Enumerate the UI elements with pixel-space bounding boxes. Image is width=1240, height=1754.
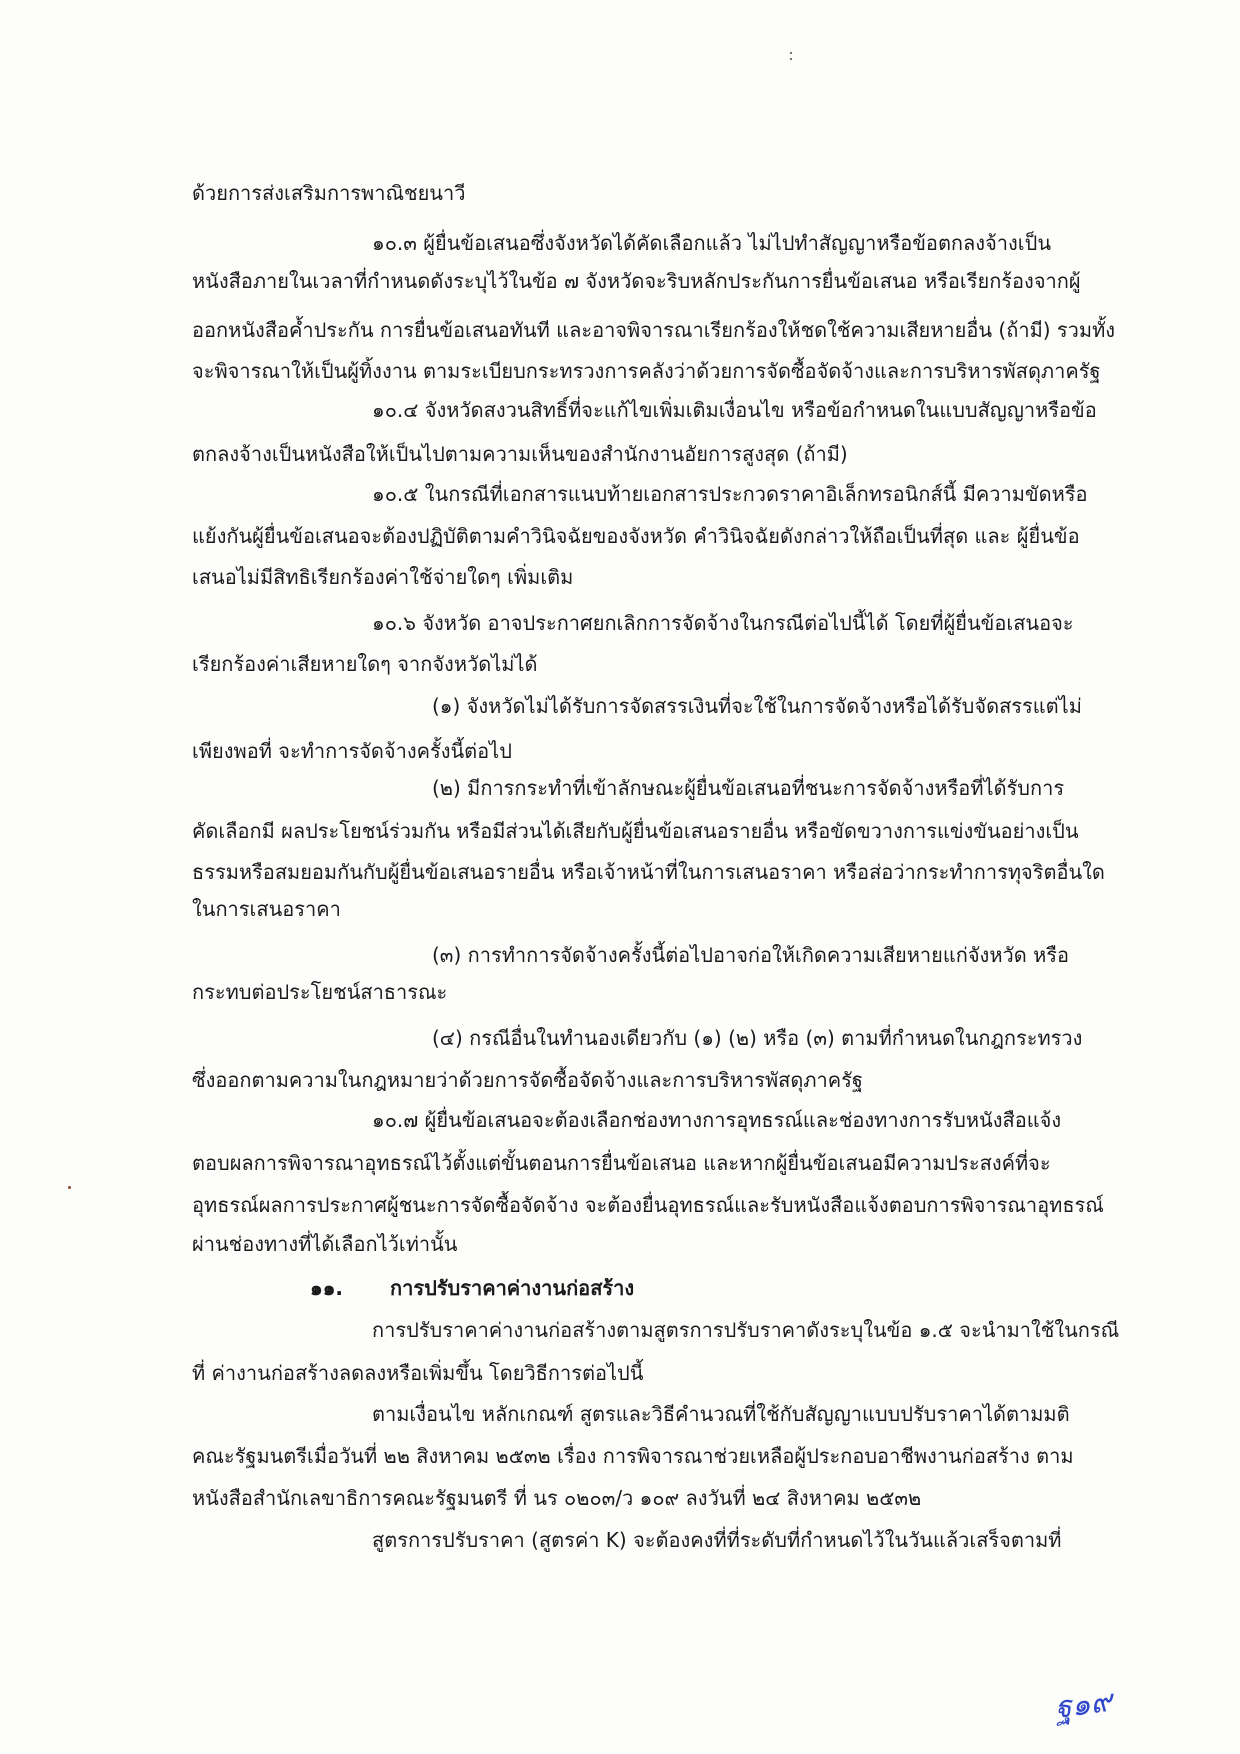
text-line: ซึ่งออกตามความในกฎหมายว่าด้วยการจัดซื้อจัดจ้างและการบริหารพัสดุภาครัฐ [192, 1068, 863, 1092]
item-1: (๑) จังหวัดไม่ได้รับการจัดสรรเงินที่จะใช้ในการจัดจ้างหรือได้รับจัดสรรแต่ไม่ [432, 694, 1082, 718]
handwritten-page-mark [1050, 1670, 1150, 1726]
text-line: หนังสือภายในเวลาที่กำหนดดังระบุไว้ในข้อ ๗ จังหวัดจะริบหลักประกันการยื่นข้อเสนอ หรือเรียกร้องจากผู้ [192, 269, 1081, 293]
text-line: ในการเสนอราคา [192, 897, 341, 921]
text-line: ด้วยการส่งเสริมการพาณิชยนาวี [192, 181, 466, 205]
text-line: เสนอไม่มีสิทธิเรียกร้องค่าใช้จ่ายใดๆ เพิ่มเติม [192, 565, 574, 589]
text-line: สูตรการปรับราคา (สูตรค่า K) จะต้องคงที่ที่ระดับที่กำหนดไว้ในวันแล้วเสร็จตามที่ [372, 1528, 1062, 1552]
text-line: ที่ ค่างานก่อสร้างลดลงหรือเพิ่มขึ้น โดยวิธีการต่อไปนี้ [192, 1361, 644, 1385]
section-title: การปรับราคาค่างานก่อสร้าง [390, 1276, 635, 1300]
item-2: (๒) มีการกระทำที่เข้าลักษณะผู้ยื่นข้อเสนอที่ชนะการจัดจ้างหรือที่ได้รับการ [432, 776, 1065, 800]
text-line: จะพิจารณาให้เป็นผู้ทิ้งงาน ตามระเบียบกระทรวงการคลังว่าด้วยการจัดซื้อจัดจ้างและการบริหารพัสดุภาครัฐ [192, 359, 1101, 383]
page-mark-text: ฐ๑๙ [1052, 1683, 1115, 1726]
text-line: หนังสือสำนักเลขาธิการคณะรัฐมนตรี ที่ นร ๐๒๐๓/ว ๑๐๙ ลงวันที่ ๒๔ สิงหาคม ๒๕๓๒ [192, 1486, 922, 1510]
text-line: ตามเงื่อนไข หลักเกณฑ์ สูตรและวิธีคำนวณที่ใช้กับสัญญาแบบปรับราคาได้ตามมติ [372, 1402, 1070, 1426]
text-line: คัดเลือกมี ผลประโยชน์ร่วมกัน หรือมีส่วนได้เสียกับผู้ยื่นข้อเสนอรายอื่น หรือขัดขวางการแข่งขันอย่างเป็น [192, 819, 1079, 843]
text-line: การปรับราคาค่างานก่อสร้างตามสูตรการปรับราคาดังระบุในข้อ ๑.๕ จะนำมาใช้ในกรณี [372, 1318, 1120, 1342]
clause-10-7: ๑๐.๗ ผู้ยื่นข้อเสนอจะต้องเลือกช่องทางการอุทธรณ์และช่องทางการรับหนังสือแจ้ง [372, 1108, 1062, 1132]
scan-speck [790, 52, 792, 54]
text-line: กระทบต่อประโยชน์สาธารณะ [192, 980, 448, 1004]
clause-10-6: ๑๐.๖ จังหวัด อาจประกาศยกเลิกการจัดจ้างในกรณีต่อไปนี้ได้ โดยที่ผู้ยื่นข้อเสนอจะ [372, 611, 1074, 635]
text-line: แย้งกันผู้ยื่นข้อเสนอจะต้องปฏิบัติตามคำวินิจฉัยของจังหวัด คำวินิจฉัยดังกล่าวให้ถือเป็นที่สุด และ ผู้ยื่นข้อ [192, 524, 1080, 548]
item-3: (๓) การทำการจัดจ้างครั้งนี้ต่อไปอาจก่อให้เกิดความเสียหายแก่จังหวัด หรือ [432, 943, 1070, 967]
scan-speck [68, 1186, 71, 1189]
text-line: ผ่านช่องทางที่ได้เลือกไว้เท่านั้น [192, 1232, 458, 1256]
text-line: เพียงพอที่ จะทำการจัดจ้างครั้งนี้ต่อไป [192, 739, 512, 763]
section-heading-11 [310, 1268, 634, 1308]
clause-10-4: ๑๐.๔ จังหวัดสงวนสิทธิ์ที่จะแก้ไขเพิ่มเติมเงื่อนไข หรือข้อกำหนดในแบบสัญญาหรือข้อ [372, 398, 1097, 422]
text-line: ตกลงจ้างเป็นหนังสือให้เป็นไปตามความเห็นของสำนักงานอัยการสูงสุด (ถ้ามี) [192, 442, 848, 466]
scan-speck [790, 58, 792, 60]
item-4: (๔) กรณีอื่นในทำนองเดียวกับ (๑) (๒) หรือ (๓) ตามที่กำหนดในกฎกระทรวง [432, 1026, 1083, 1050]
section-number: ๑๑. [310, 1276, 343, 1300]
text-line: ธรรมหรือสมยอมกันกับผู้ยื่นข้อเสนอรายอื่น หรือเจ้าหน้าที่ในการเสนอราคา หรือส่อว่ากระทำการทุจริตอื่นใด [192, 860, 1105, 884]
clause-10-5: ๑๐.๕ ในกรณีที่เอกสารแนบท้ายเอกสารประกวดราคาอิเล็กทรอนิกส์นี้ มีความขัดหรือ [372, 482, 1088, 506]
text-line: เรียกร้องค่าเสียหายใดๆ จากจังหวัดไม่ได้ [192, 652, 538, 676]
text-line: อุทธรณ์ผลการประกาศผู้ชนะการจัดซื้อจัดจ้าง จะต้องยื่นอุทธรณ์และรับหนังสือแจ้งตอบการพิจารณาอุทธรณ์ [192, 1193, 1104, 1217]
text-line: คณะรัฐมนตรีเมื่อวันที่ ๒๒ สิงหาคม ๒๕๓๒ เรื่อง การพิจารณาช่วยเหลือผู้ประกอบอาชีพงานก่อสร้าง ตาม [192, 1444, 1074, 1468]
clause-10-3: ๑๐.๓ ผู้ยื่นข้อเสนอซึ่งจังหวัดได้คัดเลือกแล้ว ไม่ไปทำสัญญาหรือข้อตกลงจ้างเป็น [372, 231, 1051, 255]
text-line: ตอบผลการพิจารณาอุทธรณ์ไว้ตั้งแต่ขั้นตอนการยื่นข้อเสนอ และหากผู้ยื่นข้อเสนอมีความประสงค์ที่จะ [192, 1151, 1051, 1175]
text-line: ออกหนังสือค้ำประกัน การยื่นข้อเสนอทันที และอาจพิจารณาเรียกร้องให้ชดใช้ความเสียหายอื่น (ถ้ามี) รวมทั้ง [192, 318, 1116, 342]
